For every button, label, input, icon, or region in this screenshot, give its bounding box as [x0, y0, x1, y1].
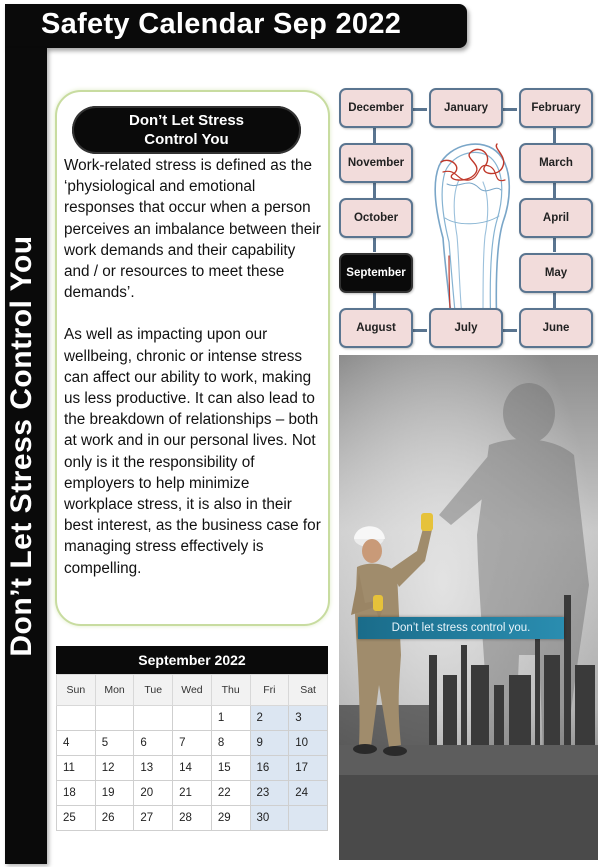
month-october: October — [339, 198, 413, 238]
month-connector — [373, 183, 376, 198]
month-june: June — [519, 308, 593, 348]
calendar-day-cell: 25 — [57, 806, 96, 831]
calendar-title: September 2022 — [56, 646, 328, 674]
month-september-current: September — [339, 253, 413, 293]
calendar-day-cell: 17 — [289, 756, 328, 781]
calendar-week-row — [57, 806, 328, 831]
month-july: July — [429, 308, 503, 348]
month-connector — [553, 183, 556, 198]
calendar-day-cell — [95, 706, 134, 731]
sidebar-title: Don’t Let Stress Control You — [5, 235, 38, 657]
calendar-day-cell: 1 — [211, 706, 250, 731]
stress-photo — [339, 355, 598, 860]
month-connector — [503, 108, 517, 111]
calendar-day-cell: 26 — [95, 806, 134, 831]
calendar-day-cell: 2 — [250, 706, 289, 731]
calendar-day-cell: 9 — [250, 731, 289, 756]
calendar-day-cell: 7 — [173, 731, 212, 756]
calendar-day-cell: 8 — [211, 731, 250, 756]
month-may: May — [519, 253, 593, 293]
calendar-week-row — [57, 756, 328, 781]
month-april: April — [519, 198, 593, 238]
month-january: January — [429, 88, 503, 128]
calendar-day-cell: 16 — [250, 756, 289, 781]
calendar-day-cell: 3 — [289, 706, 328, 731]
month-august: August — [339, 308, 413, 348]
month-connector — [373, 293, 376, 308]
weekday-header: Mon — [95, 675, 134, 706]
calendar-week-row — [57, 731, 328, 756]
calendar-day-cell: 5 — [95, 731, 134, 756]
weekday-header: Tue — [134, 675, 173, 706]
calendar-day-cell: 30 — [250, 806, 289, 831]
month-march: March — [519, 143, 593, 183]
month-connector — [373, 128, 376, 143]
calendar-day-cell — [57, 706, 96, 731]
article-heading-line1: Don’t Let Stress — [128, 112, 245, 129]
calendar-day-cell: 19 — [95, 781, 134, 806]
month-connector — [553, 237, 556, 252]
month-connector — [553, 293, 556, 308]
calendar-week-row — [57, 706, 328, 731]
calendar-day-cell — [173, 706, 212, 731]
calendar-day-cell: 10 — [289, 731, 328, 756]
calendar-day-cell: 11 — [57, 756, 96, 781]
calendar-day-cell: 22 — [211, 781, 250, 806]
month-connector — [553, 128, 556, 143]
calendar-day-cell: 27 — [134, 806, 173, 831]
calendar-day-cell: 21 — [173, 781, 212, 806]
month-calendar — [56, 646, 328, 831]
article-paragraph-2: As well as impacting upon our wellbeing, chronic or intense stress can affect our ability to work, making us less productive. It can also lead to the breakdown of relationships – both at work and in our personal lives. Not only is it the responsibility of employers to help minimize workplace stress, it is also in their best interest, as the business case for managing stress effectively is compelling. — [64, 326, 321, 577]
calendar-day-cell — [134, 706, 173, 731]
stressed-head-illustration — [423, 126, 519, 336]
calendar-day-cell: 15 — [211, 756, 250, 781]
month-february: February — [519, 88, 593, 128]
weekday-header: Sun — [57, 675, 96, 706]
month-december: December — [339, 88, 413, 128]
weekday-header: Fri — [250, 675, 289, 706]
calendar-weekday-row — [57, 675, 328, 706]
article-heading-line2: Control You — [144, 131, 229, 148]
worker-illustration — [339, 355, 598, 860]
calendar-day-cell: 18 — [57, 781, 96, 806]
month-connector — [373, 237, 376, 252]
calendar-day-cell: 6 — [134, 731, 173, 756]
weekday-header: Sat — [289, 675, 328, 706]
page-title: Safety Calendar Sep 2022 — [41, 8, 402, 40]
calendar-day-cell: 23 — [250, 781, 289, 806]
article-heading — [72, 106, 301, 154]
weekday-header: Wed — [173, 675, 212, 706]
article-paragraph-1: Work-related stress is defined as the ‘physiological and emotional responses that occur when a person perceives an imbalance between their work demands and their capability and / or resources to meet these demands’. — [64, 157, 321, 302]
weekday-header: Thu — [211, 675, 250, 706]
header-bar — [5, 4, 467, 48]
photo-banner: Don’t let stress control you. — [358, 617, 564, 639]
calendar-grid — [56, 674, 328, 831]
calendar-day-cell: 12 — [95, 756, 134, 781]
calendar-day-cell: 13 — [134, 756, 173, 781]
calendar-day-cell: 29 — [211, 806, 250, 831]
calendar-day-cell: 28 — [173, 806, 212, 831]
month-wheel — [337, 86, 599, 354]
calendar-day-cell: 4 — [57, 731, 96, 756]
calendar-day-cell — [289, 806, 328, 831]
calendar-day-cell: 24 — [289, 781, 328, 806]
month-connector — [413, 108, 427, 111]
month-november: November — [339, 143, 413, 183]
calendar-day-cell: 14 — [173, 756, 212, 781]
calendar-day-cell: 20 — [134, 781, 173, 806]
calendar-week-row — [57, 781, 328, 806]
article-body — [64, 155, 322, 600]
